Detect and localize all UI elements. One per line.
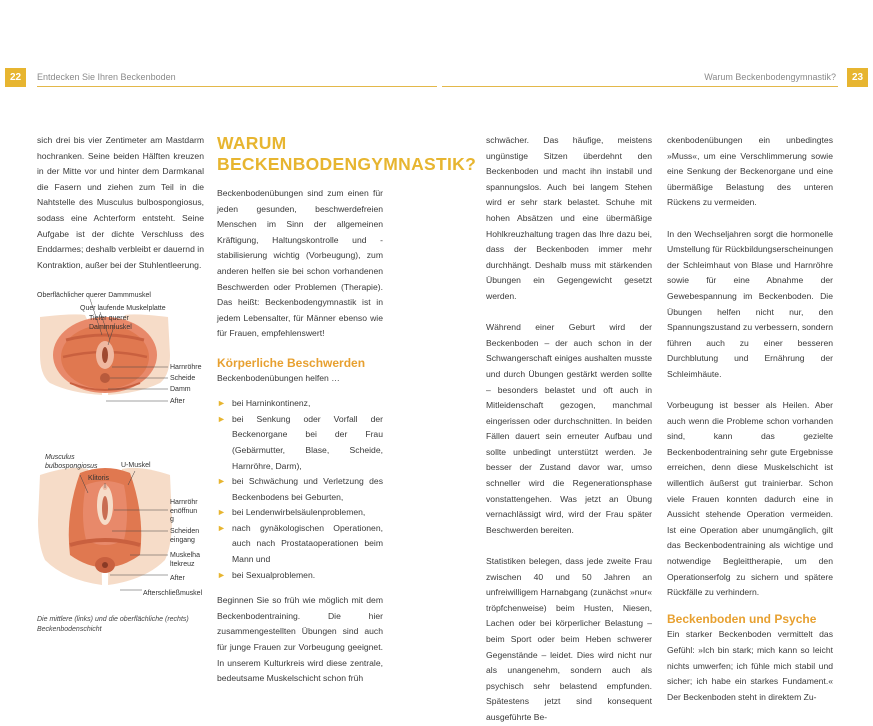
right-col2 [667,133,833,705]
list-intro: Beckenbodenübungen helfen … [217,372,340,383]
subheading-complaints: Körperliche Beschwerden [217,355,366,370]
page-title: WARUM BECKENBODENGYMNASTIK? [217,133,477,174]
arrow-bullet-icon: ► [217,569,226,580]
label-perineum: Damm [170,386,191,393]
running-head-left: Entdecken Sie Ihren Beckenboden [37,72,176,82]
label-anus-bottom: After [170,575,185,582]
intro-paragraph: Beckenbodenübungen sind zum einen für jeden gesunden, beschwerdefreien Menschen im Sinn der allgemeinen Kräftigung, Haltungskontrolle und -stabilisierung wichtig (Vorbeugung), zum anderen helfen sie bei schon vorhandenen Beschwerden oder Problemen (Therapie). Das heißt: Beckenbodengymnastik ist in jedem Lebensalter, für Männer ebenso wie für Frauen, empfehlenswert! [217,188,383,339]
arrow-bullet-icon: ► [217,507,226,518]
paragraph: In den Wechseljahren sorgt die hormonelle Umstellung für Rückbildungserscheinungen der Schleimhaut von Blase und Harnröhre sowie für eine Abnahme der Gewebespannung im Beckenboden. Die Übungen helfen nicht nur, den Spannungszustand zu verbessern, sondern führen auch zu einer besseren Durchblutung und Ernährung der Schleimhäute. [667,228,833,379]
list-item: ► bei Schwächung und Verletzung des Beckenbodens bei Geburten, [217,476,383,502]
label-bulbospongiosus: Musculus bulbospongiosus [45,454,98,470]
arrow-bullet-icon: ► [217,476,226,487]
label-transverse-plate: Quer laufende Muskelplatte [80,305,166,312]
paragraph: Vorbeugung ist besser als Heilen. Aber auch wenn die Probleme schon vorhanden sind, kann das gezielte Beckenbodentraining sehr gute Ergebnisse erreichen, denn diese Muskelschicht ist willentlich äußerst gut trainierbar. Schon viele Frauen konnten dadurch eine in Aussicht stehende Operation vermeiden. Ist eine Operation aber unumgänglich, gilt das Beckenbodentraining als wichtige und notwendige Begleittherapie, um den Operationserfolg zu sichern und spätere Rückfälle zu verhindern. [667,400,833,598]
label-deep-transverse: Tiefer querer Dammmuskel [89,315,132,331]
list-item: ► bei Sexualproblemen. [217,568,383,584]
list-item: ► bei Senkung oder Vorfall der Beckenorgane bei der Frau (Gebärmutter, Blase, Scheide, Harnröhre, Darm), [217,413,383,471]
left-col1-text: sich drei bis vier Zentimeter am Mastdarm hochranken. Seine beiden Hälften kreuzen in der Mitte vor und hinter dem Darmkanal die Fasern und ziehen zum Teil in die Nahtstelle des Musculus bulbospongiosus, sodass eine Achterform entsteht. Seine Aufgabe ist der dichte Verschluss des Enddarmes; deshalb verbleibt er dauernd in Kontraktion, außer bei der Stuhlentleerung. [37,135,204,270]
closing-paragraph: Beginnen Sie so früh wie möglich mit dem Beckenbodentraining. Die hier zusammengestellten Übungen sind auch für junge Frauen zur Vorbeugung geeignet. In unserem Kulturkreis wird diese zentrale, bedeutsame Muskelschicht schon früh [217,595,383,684]
label-anal-sphincter: Afterschließmuskel [143,590,203,597]
figure-caption: Die mittlere (links) und die oberflächliche (rechts) Beckenbodenschicht [37,616,189,633]
label-anus-top: After [170,398,185,405]
page-number-left: 22 [5,68,26,87]
running-head-right: Warum Beckenbodengymnastik? [704,72,836,82]
arrow-bullet-icon: ► [217,398,226,409]
paragraph: Ein starker Beckenboden vermittelt das Gefühl: »Ich bin stark; mich kann so leicht nichts umwerfen; ich fühle mich stabil und sicher; ich habe ein starkes Fundament.« Der Beckenboden steht in direktem Zu- [667,629,833,702]
label-u-muscle: U-Muskel [121,462,151,469]
right-col1 [486,133,652,726]
label-superficial-transverse: Oberflächlicher querer Dammmuskel [37,292,151,299]
paragraph: Statistiken belegen, dass jede zweite Frau zwischen 40 und 50 Jahren an unfreiwilligem Harnabgang (zunächst »nur« tröpfchenweise) beim Husten, Niesen, Lachen oder bei körperlicher Belastung – beim Sport oder beim Heben schwerer Gegenstände – leidet. Dies wird nicht nur als unangenehm, sondern auch als psychisch sehr belastend empfunden. Spätestens jetzt sind konsequent ausgeführte Be- [486,556,652,722]
benefits-list [217,396,383,583]
header-rule-right [442,86,838,87]
label-vaginal-entrance: Scheideneingang [170,528,200,544]
header-rule-left [37,86,437,87]
list-item: ► bei Harninkontinenz, [217,396,383,412]
subheading-psyche: Beckenboden und Psyche [667,612,817,627]
page-number-right: 23 [847,68,868,87]
label-muscle-cross: Muskelhaltekreuz [170,552,200,568]
list-item: ► bei Lendenwirbelsäulenproblemen, [217,505,383,521]
list-item: ► nach gynäkologischen Operationen, auch nach Prostataoperationen beim Mann und [217,522,383,565]
arrow-bullet-icon: ► [217,413,226,424]
paragraph: ckenbodenübungen ein unbedingtes »Muss«, um eine Verschlimmerung sowie eine Senkung der Beckenorgane und eine übermäßige Belastung des unteren Rückens zu vermeiden. [667,135,833,208]
label-clitoris: Klitoris [88,475,110,482]
paragraph: schwächer. Das häufige, meistens ungünstige Sitzen überdehnt den Beckenboden und macht ihn instabil und spannungslos. Auch bei langem Stehen wird er sehr stark belastet. Schuhe mit hohen Absätzen und eine übermäßige Hohlkreuzhaltung tragen das Ihre dazu bei, dass der Beckenboden immer mehr durchhängt. Deshalb muss mit stärkenden Übungen ein Gegengewicht gesetzt werden. [486,135,652,301]
label-urethra: Harnröhre [170,364,202,371]
label-vagina: Scheide [170,375,196,382]
arrow-bullet-icon: ► [217,522,226,533]
paragraph: Während einer Geburt wird der Beckenboden – der auch schon in der Schwangerschaft einiges aushalten musste und durch Übungen gestärkt werden sollte – besonders belastet und oft auch in Mitleidenschaft gezogen, manchmal eingerissen oder durchschnitten. In beiden Fällen dauert sein erneuter Aufbau und sollte unbedingt unterstützt werden. Je besser der Zustand davor war, umso schneller wird die Regenerationsphase vonstattengehen. Was jetzt an Übung vernachlässigt wird, wird der Frau später Beschwerden bereiten. [486,322,652,535]
left-col2 [217,186,383,687]
label-urethral-opening: Harnröhrenöffnung [170,499,198,523]
